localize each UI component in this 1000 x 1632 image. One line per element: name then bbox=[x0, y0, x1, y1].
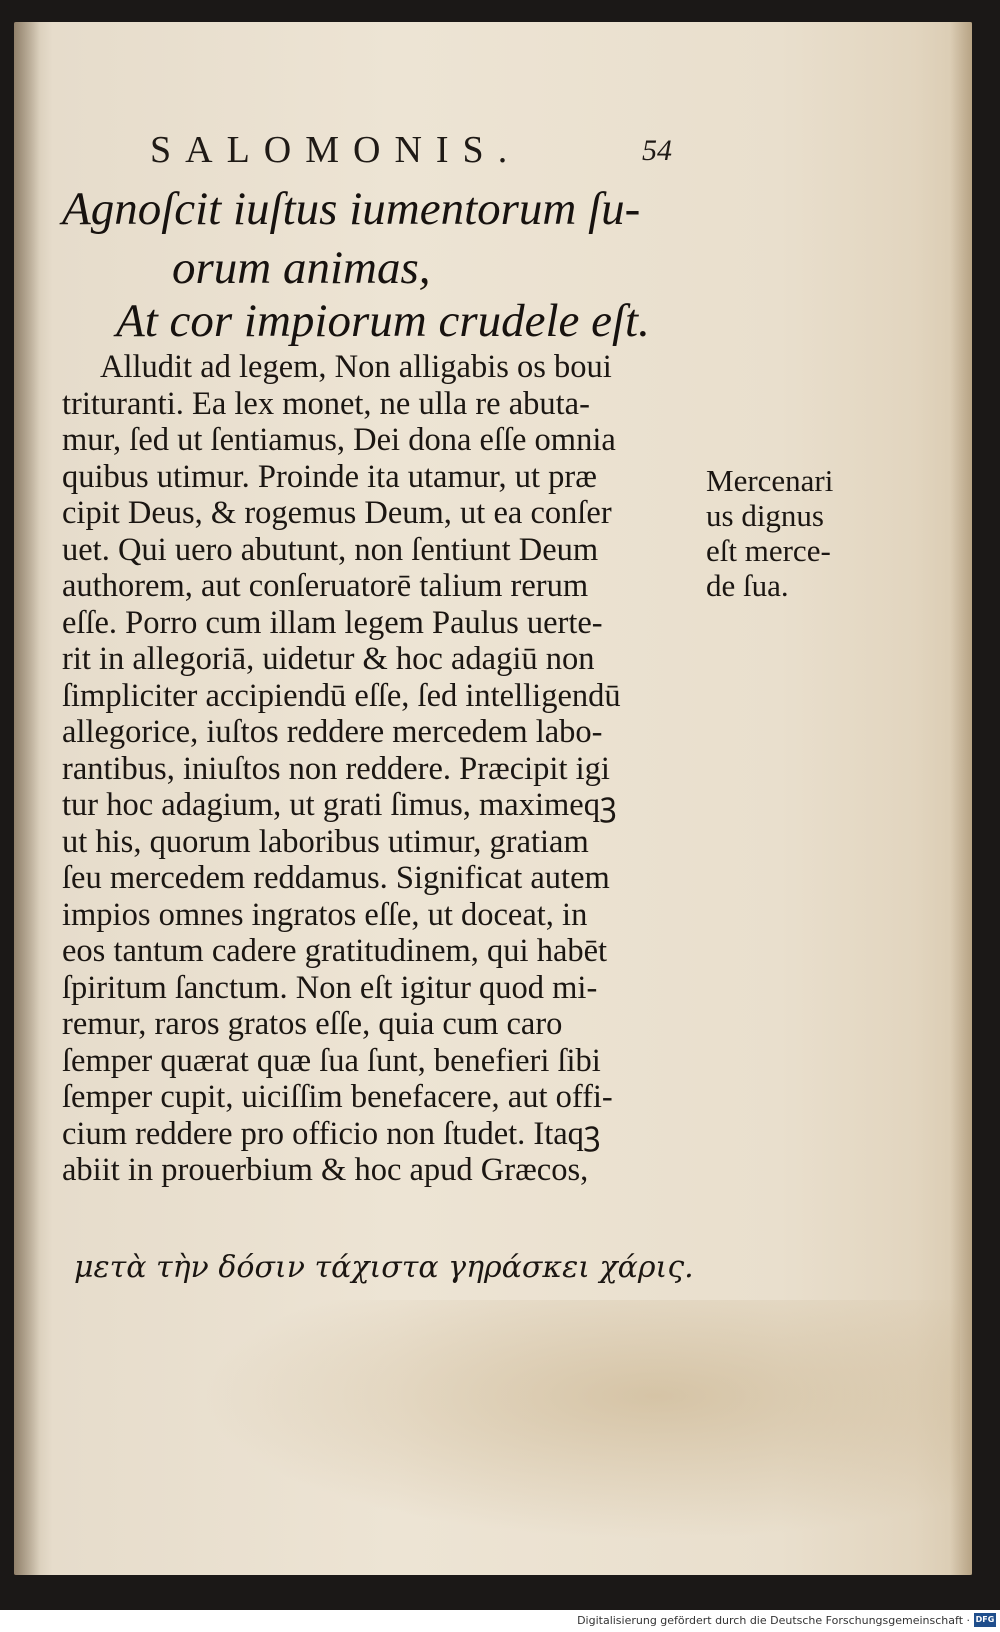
text-line: eos tantum cadere gratitudinem, qui habēt bbox=[62, 933, 608, 969]
commentary-text bbox=[62, 349, 706, 1189]
text-line: cium reddere pro officio non ſtudet. Itaqꝫ bbox=[62, 1115, 601, 1152]
verse-line-3: At cor impiorum crudele eſt. bbox=[116, 295, 650, 347]
text-line: abiit in prouerbium & hoc apud Græcos, bbox=[62, 1152, 589, 1188]
running-head: SALOMONIS. bbox=[150, 129, 522, 171]
text-line: trituranti. Ea lex monet, ne ulla re abuta- bbox=[62, 385, 590, 422]
marginal-note-line: eſt merce- bbox=[706, 533, 831, 568]
text-line: Alludit ad legem, Non alligabis os boui bbox=[100, 349, 612, 385]
greek-proverb: μετὰ τὴν δόσιν τάχιστα γηράσκει χάρις. bbox=[74, 1250, 694, 1285]
gutter-shadow bbox=[14, 22, 40, 1575]
text-line: ſpiritum ſanctum. Non eſt igitur quod mi- bbox=[62, 969, 598, 1006]
text-line: quibus utimur. Proinde ita utamur, ut præ bbox=[62, 458, 597, 495]
text-line: rantibus, iniuſtos non reddere. Præcipit igi bbox=[62, 750, 610, 787]
text-line: allegorice, iuſtos reddere mercedem labo- bbox=[62, 714, 603, 750]
marginal-note-line: us dignus bbox=[706, 498, 824, 533]
text-line: tur hoc adagium, ut grati ſimus, maximeqꝫ bbox=[62, 787, 617, 823]
verse-line-1: Agnoſcit iuſtus iumentorum ſu- bbox=[62, 183, 641, 235]
marginal-note-line: Mercenari bbox=[706, 463, 834, 498]
water-stain bbox=[200, 1300, 960, 1540]
text-line: authorem, aut conſeruatorē talium rerum bbox=[62, 568, 589, 604]
text-line: ut his, quorum laboribus utimur, gratiam bbox=[62, 823, 589, 860]
text-line: rit in allegoriā, uidetur & hoc adagiū non bbox=[62, 641, 595, 677]
funding-notice: Digitalisierung gefördert durch die Deutsche Forschungsgemeinschaft · bbox=[577, 1614, 970, 1627]
dfg-logo: DFG bbox=[974, 1613, 996, 1627]
text-line: mur, ſed ut ſentiamus, Dei dona eſſe omnia bbox=[62, 422, 616, 458]
text-line: uet. Qui uero abutunt, non ſentiunt Deum bbox=[62, 531, 599, 568]
text-line: remur, raros gratos eſſe, quia cum caro bbox=[62, 1006, 563, 1042]
text-line: ſeu mercedem reddamus. Significat autem bbox=[62, 860, 610, 896]
page-edge bbox=[950, 22, 972, 1575]
page-number: 54 bbox=[642, 134, 672, 167]
marginal-note-line: de ſua. bbox=[706, 568, 789, 603]
text-line: cipit Deus, & rogemus Deum, ut ea conſer bbox=[62, 495, 612, 531]
marginal-note bbox=[706, 463, 886, 603]
verse-line-2: orum animas, bbox=[172, 242, 431, 294]
text-line: eſſe. Porro cum illam legem Paulus uerte- bbox=[62, 604, 603, 641]
text-line: impios omnes ingratos eſſe, ut doceat, in bbox=[62, 896, 588, 933]
text-line: ſemper cupit, uiciſſim benefacere, aut offi- bbox=[62, 1079, 613, 1115]
text-line: ſimpliciter accipiendū eſſe, ſed intelligendū bbox=[62, 677, 621, 714]
text-line: ſemper quærat quæ ſua ſunt, benefieri ſibi bbox=[62, 1042, 601, 1079]
